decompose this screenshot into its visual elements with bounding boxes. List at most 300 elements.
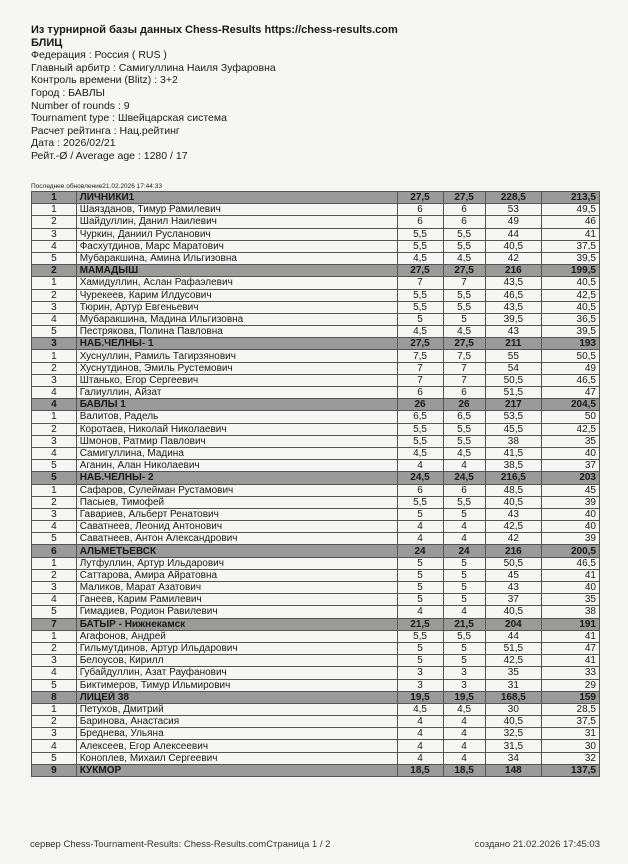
player-points-cell: 7 [397, 362, 443, 374]
player-tiebreak-1-cell: 46,5 [485, 289, 542, 301]
player-points-cell: 5 [397, 655, 443, 667]
player-board-points-cell: 5 [443, 582, 485, 594]
player-name-cell: Чурекеев, Карим Илдусович [76, 289, 397, 301]
player-row [32, 362, 600, 374]
player-row [32, 460, 600, 472]
player-board-points-cell: 7 [443, 277, 485, 289]
player-rank-cell: 4 [32, 594, 77, 606]
team-points-cell: 24 [397, 545, 443, 557]
player-rank-cell: 2 [32, 423, 77, 435]
player-tiebreak-2-cell: 28,5 [542, 703, 600, 715]
player-tiebreak-1-cell: 42,5 [485, 655, 542, 667]
player-rank-cell: 1 [32, 630, 77, 642]
player-points-cell: 5 [397, 582, 443, 594]
player-tiebreak-2-cell: 37,5 [542, 240, 600, 252]
player-tiebreak-2-cell: 42,5 [542, 289, 600, 301]
header-line-city: Город : БАВЛЫ [31, 86, 105, 99]
player-row [32, 423, 600, 435]
header-line-date: Дата : 2026/02/21 [31, 137, 116, 150]
team-board-points-cell: 24 [443, 545, 485, 557]
team-board-points-cell: 26 [443, 399, 485, 411]
team-row [32, 265, 600, 277]
player-tiebreak-1-cell: 55 [485, 350, 542, 362]
player-points-cell: 7 [397, 277, 443, 289]
player-points-cell: 4,5 [397, 447, 443, 459]
player-tiebreak-2-cell: 45 [542, 484, 600, 496]
team-row [32, 192, 600, 204]
team-name-cell: НАБ.ЧЕЛНЫ- 2 [76, 472, 397, 484]
team-points-cell: 19,5 [397, 691, 443, 703]
player-row [32, 521, 600, 533]
player-tiebreak-1-cell: 42,5 [485, 521, 542, 533]
player-tiebreak-1-cell: 45 [485, 569, 542, 581]
player-points-cell: 4 [397, 521, 443, 533]
player-tiebreak-1-cell: 31,5 [485, 740, 542, 752]
player-tiebreak-1-cell: 45,5 [485, 423, 542, 435]
player-rank-cell: 5 [32, 606, 77, 618]
header-line-rating: Расчет рейтинга : Нац.рейтинг [31, 124, 180, 137]
player-name-cell: Шайдуллин, Данил Наилевич [76, 216, 397, 228]
player-tiebreak-1-cell: 50,5 [485, 374, 542, 386]
player-rank-cell: 2 [32, 642, 77, 654]
team-rank-cell: 2 [32, 265, 77, 277]
player-board-points-cell: 6,5 [443, 411, 485, 423]
team-tiebreak-2-cell: 191 [542, 618, 600, 630]
player-tiebreak-2-cell: 40 [542, 521, 600, 533]
player-name-cell: Ганеев, Карим Рамилевич [76, 594, 397, 606]
team-name-cell: ЛИЦЕЙ 38 [76, 691, 397, 703]
player-board-points-cell: 4,5 [443, 447, 485, 459]
player-tiebreak-1-cell: 32,5 [485, 728, 542, 740]
player-tiebreak-2-cell: 41 [542, 655, 600, 667]
player-row [32, 326, 600, 338]
player-tiebreak-1-cell: 41,5 [485, 447, 542, 459]
player-rank-cell: 4 [32, 447, 77, 459]
player-tiebreak-2-cell: 35 [542, 594, 600, 606]
team-points-cell: 27,5 [397, 265, 443, 277]
player-points-cell: 5,5 [397, 289, 443, 301]
player-tiebreak-2-cell: 39 [542, 533, 600, 545]
last-updated: Последнее обновление21.02.2026 17:44:33 [31, 183, 162, 190]
player-name-cell: Маликов, Марат Азатович [76, 582, 397, 594]
player-name-cell: Баринова, Анастасия [76, 716, 397, 728]
team-name-cell: БАТЫР - Нижнекамск [76, 618, 397, 630]
player-row [32, 484, 600, 496]
player-row [32, 679, 600, 691]
player-tiebreak-1-cell: 48,5 [485, 484, 542, 496]
player-name-cell: Саватнеев, Леонид Антонович [76, 521, 397, 533]
player-board-points-cell: 5 [443, 508, 485, 520]
team-rank-cell: 5 [32, 472, 77, 484]
team-points-cell: 18,5 [397, 764, 443, 776]
player-rank-cell: 2 [32, 216, 77, 228]
player-name-cell: Тюрин, Артур Евгеньевич [76, 301, 397, 313]
team-tiebreak-1-cell: 204 [485, 618, 542, 630]
player-tiebreak-2-cell: 40,5 [542, 277, 600, 289]
player-rank-cell: 3 [32, 508, 77, 520]
player-name-cell: Биктимеров, Тимур Ильмирович [76, 679, 397, 691]
team-tiebreak-2-cell: 159 [542, 691, 600, 703]
player-tiebreak-1-cell: 38 [485, 435, 542, 447]
team-points-cell: 27,5 [397, 338, 443, 350]
header-line-arbiter: Главный арбитр : Самигуллина Наиля Зуфаровна [31, 61, 276, 74]
player-tiebreak-2-cell: 32 [542, 752, 600, 764]
player-tiebreak-1-cell: 40,5 [485, 606, 542, 618]
player-rank-cell: 2 [32, 569, 77, 581]
team-name-cell: ЛИЧНИКИ1 [76, 192, 397, 204]
player-tiebreak-1-cell: 51,5 [485, 642, 542, 654]
player-row [32, 594, 600, 606]
player-row [32, 716, 600, 728]
team-tiebreak-2-cell: 199,5 [542, 265, 600, 277]
standings-body [32, 192, 600, 777]
player-board-points-cell: 5,5 [443, 435, 485, 447]
player-tiebreak-1-cell: 35 [485, 667, 542, 679]
team-tiebreak-1-cell: 211 [485, 338, 542, 350]
player-points-cell: 7,5 [397, 350, 443, 362]
team-tiebreak-1-cell: 148 [485, 764, 542, 776]
player-row [32, 728, 600, 740]
player-board-points-cell: 5,5 [443, 289, 485, 301]
player-points-cell: 5,5 [397, 228, 443, 240]
player-rank-cell: 3 [32, 655, 77, 667]
team-tiebreak-2-cell: 137,5 [542, 764, 600, 776]
player-board-points-cell: 5,5 [443, 240, 485, 252]
player-rank-cell: 1 [32, 411, 77, 423]
team-row [32, 764, 600, 776]
player-name-cell: Гимадиев, Родион Равилевич [76, 606, 397, 618]
player-name-cell: Лутфуллин, Артур Ильдарович [76, 557, 397, 569]
team-name-cell: БАВЛЫ 1 [76, 399, 397, 411]
player-name-cell: Саватнеев, Антон Александрович [76, 533, 397, 545]
team-tiebreak-1-cell: 217 [485, 399, 542, 411]
player-name-cell: Сафаров, Сулейман Рустамович [76, 484, 397, 496]
player-points-cell: 6 [397, 204, 443, 216]
player-board-points-cell: 7,5 [443, 350, 485, 362]
player-row [32, 387, 600, 399]
team-board-points-cell: 18,5 [443, 764, 485, 776]
player-name-cell: Шаязданов, Тимур Рамилевич [76, 204, 397, 216]
player-name-cell: Пестрякова, Полина Павловна [76, 326, 397, 338]
player-row [32, 228, 600, 240]
player-points-cell: 6 [397, 484, 443, 496]
player-board-points-cell: 4 [443, 521, 485, 533]
player-name-cell: Мубаракшина, Амина Ильгизовна [76, 252, 397, 264]
player-name-cell: Чуркин, Даниил Русланович [76, 228, 397, 240]
player-tiebreak-2-cell: 39,5 [542, 252, 600, 264]
player-tiebreak-1-cell: 44 [485, 228, 542, 240]
player-name-cell: Аганин, Алан Николаевич [76, 460, 397, 472]
player-name-cell: Штанько, Егор Сергеевич [76, 374, 397, 386]
player-tiebreak-1-cell: 43 [485, 508, 542, 520]
player-points-cell: 3 [397, 667, 443, 679]
player-rank-cell: 1 [32, 484, 77, 496]
player-board-points-cell: 5,5 [443, 301, 485, 313]
player-row [32, 374, 600, 386]
player-tiebreak-2-cell: 42,5 [542, 423, 600, 435]
player-points-cell: 5,5 [397, 630, 443, 642]
player-name-cell: Губайдуллин, Азат Рауфанович [76, 667, 397, 679]
team-tiebreak-2-cell: 213,5 [542, 192, 600, 204]
player-name-cell: Фасхутдинов, Марс Маратович [76, 240, 397, 252]
team-row [32, 399, 600, 411]
player-rank-cell: 5 [32, 679, 77, 691]
player-points-cell: 5 [397, 569, 443, 581]
team-row [32, 472, 600, 484]
team-rank-cell: 9 [32, 764, 77, 776]
player-rank-cell: 2 [32, 496, 77, 508]
player-tiebreak-2-cell: 40,5 [542, 301, 600, 313]
player-row [32, 667, 600, 679]
player-rank-cell: 5 [32, 460, 77, 472]
header-line-rounds: Number of rounds : 9 [31, 99, 130, 112]
player-row [32, 703, 600, 715]
header-line-average: Рейт.-Ø / Average age : 1280 / 17 [31, 149, 188, 162]
player-board-points-cell: 4 [443, 728, 485, 740]
team-tiebreak-1-cell: 168,5 [485, 691, 542, 703]
player-tiebreak-2-cell: 33 [542, 667, 600, 679]
player-rank-cell: 1 [32, 204, 77, 216]
player-board-points-cell: 5,5 [443, 496, 485, 508]
player-board-points-cell: 3 [443, 679, 485, 691]
player-rank-cell: 3 [32, 582, 77, 594]
player-tiebreak-1-cell: 38,5 [485, 460, 542, 472]
player-tiebreak-1-cell: 40,5 [485, 716, 542, 728]
player-name-cell: Коротаев, Николай Николаевич [76, 423, 397, 435]
team-tiebreak-1-cell: 216 [485, 265, 542, 277]
team-tiebreak-2-cell: 200,5 [542, 545, 600, 557]
player-rank-cell: 3 [32, 435, 77, 447]
player-row [32, 313, 600, 325]
player-tiebreak-2-cell: 39,5 [542, 326, 600, 338]
player-board-points-cell: 3 [443, 667, 485, 679]
player-board-points-cell: 4 [443, 752, 485, 764]
team-tiebreak-2-cell: 203 [542, 472, 600, 484]
player-row [32, 496, 600, 508]
player-tiebreak-2-cell: 37,5 [542, 716, 600, 728]
player-tiebreak-1-cell: 44 [485, 630, 542, 642]
player-points-cell: 5,5 [397, 423, 443, 435]
player-name-cell: Белоусов, Кирилл [76, 655, 397, 667]
player-board-points-cell: 5 [443, 569, 485, 581]
player-row [32, 240, 600, 252]
player-rank-cell: 4 [32, 740, 77, 752]
player-name-cell: Самигуллина, Мадина [76, 447, 397, 459]
player-points-cell: 4 [397, 728, 443, 740]
player-tiebreak-2-cell: 31 [542, 728, 600, 740]
player-tiebreak-2-cell: 50,5 [542, 350, 600, 362]
team-points-cell: 21,5 [397, 618, 443, 630]
player-name-cell: Гильмутдинов, Артур Ильдарович [76, 642, 397, 654]
player-tiebreak-2-cell: 50 [542, 411, 600, 423]
event-title: БЛИЦ [31, 36, 63, 49]
player-name-cell: Бреднева, Ульяна [76, 728, 397, 740]
player-row [32, 216, 600, 228]
player-tiebreak-1-cell: 34 [485, 752, 542, 764]
player-points-cell: 6 [397, 216, 443, 228]
player-tiebreak-1-cell: 51,5 [485, 387, 542, 399]
player-board-points-cell: 4 [443, 606, 485, 618]
player-name-cell: Гавариев, Альберт Ренатович [76, 508, 397, 520]
player-tiebreak-2-cell: 41 [542, 630, 600, 642]
player-points-cell: 5,5 [397, 496, 443, 508]
player-name-cell: Галиуллин, Айзат [76, 387, 397, 399]
player-name-cell: Хуснутдинов, Эмиль Рустемович [76, 362, 397, 374]
player-row [32, 411, 600, 423]
player-points-cell: 7 [397, 374, 443, 386]
player-tiebreak-2-cell: 46,5 [542, 374, 600, 386]
player-tiebreak-2-cell: 40 [542, 508, 600, 520]
player-name-cell: Хамидуллин, Аслан Рафаэлевич [76, 277, 397, 289]
player-points-cell: 4 [397, 460, 443, 472]
player-board-points-cell: 6 [443, 387, 485, 399]
footer-server: сервер Chess-Tournament-Results: Chess-Results.comСтраница 1 / 2 [30, 839, 331, 850]
player-points-cell: 5,5 [397, 301, 443, 313]
player-tiebreak-2-cell: 29 [542, 679, 600, 691]
source-line: Из турнирной базы данных Chess-Results https://chess-results.com [31, 24, 398, 36]
player-row [32, 752, 600, 764]
team-tiebreak-2-cell: 204,5 [542, 399, 600, 411]
player-tiebreak-1-cell: 42 [485, 252, 542, 264]
team-name-cell: АЛЬМЕТЬЕВСК [76, 545, 397, 557]
player-rank-cell: 3 [32, 228, 77, 240]
player-tiebreak-1-cell: 37 [485, 594, 542, 606]
player-row [32, 533, 600, 545]
player-points-cell: 3 [397, 679, 443, 691]
player-points-cell: 5 [397, 313, 443, 325]
player-name-cell: Валитов, Радель [76, 411, 397, 423]
player-name-cell: Хуснуллин, Рамиль Тагирзянович [76, 350, 397, 362]
player-board-points-cell: 7 [443, 374, 485, 386]
player-board-points-cell: 5 [443, 642, 485, 654]
player-row [32, 447, 600, 459]
player-board-points-cell: 4,5 [443, 703, 485, 715]
player-name-cell: Саттарова, Амира Айратовна [76, 569, 397, 581]
player-row [32, 582, 600, 594]
team-board-points-cell: 24,5 [443, 472, 485, 484]
player-tiebreak-2-cell: 41 [542, 228, 600, 240]
player-rank-cell: 2 [32, 716, 77, 728]
player-tiebreak-2-cell: 49,5 [542, 204, 600, 216]
player-rank-cell: 3 [32, 728, 77, 740]
player-points-cell: 5 [397, 508, 443, 520]
header-line-federation: Федерация : Россия ( RUS ) [31, 49, 167, 62]
player-row [32, 435, 600, 447]
player-tiebreak-2-cell: 30 [542, 740, 600, 752]
player-board-points-cell: 4 [443, 716, 485, 728]
player-board-points-cell: 5,5 [443, 423, 485, 435]
player-tiebreak-1-cell: 43,5 [485, 301, 542, 313]
player-board-points-cell: 5 [443, 655, 485, 667]
player-board-points-cell: 4,5 [443, 252, 485, 264]
player-board-points-cell: 5 [443, 557, 485, 569]
player-row [32, 289, 600, 301]
player-tiebreak-1-cell: 39,5 [485, 313, 542, 325]
player-tiebreak-1-cell: 43 [485, 582, 542, 594]
player-rank-cell: 2 [32, 289, 77, 301]
team-row [32, 691, 600, 703]
player-tiebreak-1-cell: 31 [485, 679, 542, 691]
player-board-points-cell: 6 [443, 204, 485, 216]
player-row [32, 350, 600, 362]
player-board-points-cell: 5,5 [443, 228, 485, 240]
player-tiebreak-2-cell: 40 [542, 582, 600, 594]
player-rank-cell: 3 [32, 374, 77, 386]
team-name-cell: МАМАДЫШ [76, 265, 397, 277]
player-points-cell: 4 [397, 533, 443, 545]
player-tiebreak-1-cell: 50,5 [485, 557, 542, 569]
player-row [32, 655, 600, 667]
player-row [32, 642, 600, 654]
player-row [32, 569, 600, 581]
player-points-cell: 4 [397, 716, 443, 728]
player-rank-cell: 2 [32, 362, 77, 374]
player-rank-cell: 4 [32, 667, 77, 679]
player-row [32, 557, 600, 569]
player-rank-cell: 4 [32, 313, 77, 325]
player-points-cell: 4,5 [397, 703, 443, 715]
player-tiebreak-1-cell: 53 [485, 204, 542, 216]
player-row [32, 606, 600, 618]
player-tiebreak-2-cell: 47 [542, 387, 600, 399]
player-points-cell: 4 [397, 606, 443, 618]
player-row [32, 252, 600, 264]
player-name-cell: Коноплев, Михаил Сергеевич [76, 752, 397, 764]
player-row [32, 740, 600, 752]
player-points-cell: 4,5 [397, 252, 443, 264]
player-points-cell: 6,5 [397, 411, 443, 423]
player-points-cell: 5,5 [397, 435, 443, 447]
player-tiebreak-2-cell: 38 [542, 606, 600, 618]
player-points-cell: 5 [397, 642, 443, 654]
player-board-points-cell: 4 [443, 740, 485, 752]
player-tiebreak-1-cell: 40,5 [485, 496, 542, 508]
player-tiebreak-1-cell: 40,5 [485, 240, 542, 252]
team-rank-cell: 7 [32, 618, 77, 630]
header-line-time-control: Контроль времени (Blitz) : 3+2 [31, 74, 178, 87]
player-points-cell: 6 [397, 387, 443, 399]
team-rank-cell: 4 [32, 399, 77, 411]
player-points-cell: 4,5 [397, 326, 443, 338]
team-board-points-cell: 27,5 [443, 265, 485, 277]
player-board-points-cell: 5,5 [443, 630, 485, 642]
team-tiebreak-2-cell: 193 [542, 338, 600, 350]
team-tiebreak-1-cell: 216,5 [485, 472, 542, 484]
player-points-cell: 5 [397, 557, 443, 569]
team-points-cell: 27,5 [397, 192, 443, 204]
team-row [32, 618, 600, 630]
team-tiebreak-1-cell: 228,5 [485, 192, 542, 204]
player-rank-cell: 3 [32, 301, 77, 313]
player-points-cell: 5 [397, 594, 443, 606]
player-rank-cell: 4 [32, 387, 77, 399]
player-tiebreak-2-cell: 41 [542, 569, 600, 581]
team-board-points-cell: 19,5 [443, 691, 485, 703]
player-tiebreak-2-cell: 46 [542, 216, 600, 228]
player-rank-cell: 5 [32, 533, 77, 545]
team-name-cell: КУКМОР [76, 764, 397, 776]
team-rank-cell: 3 [32, 338, 77, 350]
player-name-cell: Шмонов, Ратмир Павлович [76, 435, 397, 447]
team-name-cell: НАБ.ЧЕЛНЫ- 1 [76, 338, 397, 350]
player-points-cell: 4 [397, 752, 443, 764]
player-tiebreak-2-cell: 39 [542, 496, 600, 508]
player-row [32, 630, 600, 642]
player-board-points-cell: 5 [443, 594, 485, 606]
player-board-points-cell: 6 [443, 216, 485, 228]
player-tiebreak-2-cell: 46,5 [542, 557, 600, 569]
team-tiebreak-1-cell: 216 [485, 545, 542, 557]
